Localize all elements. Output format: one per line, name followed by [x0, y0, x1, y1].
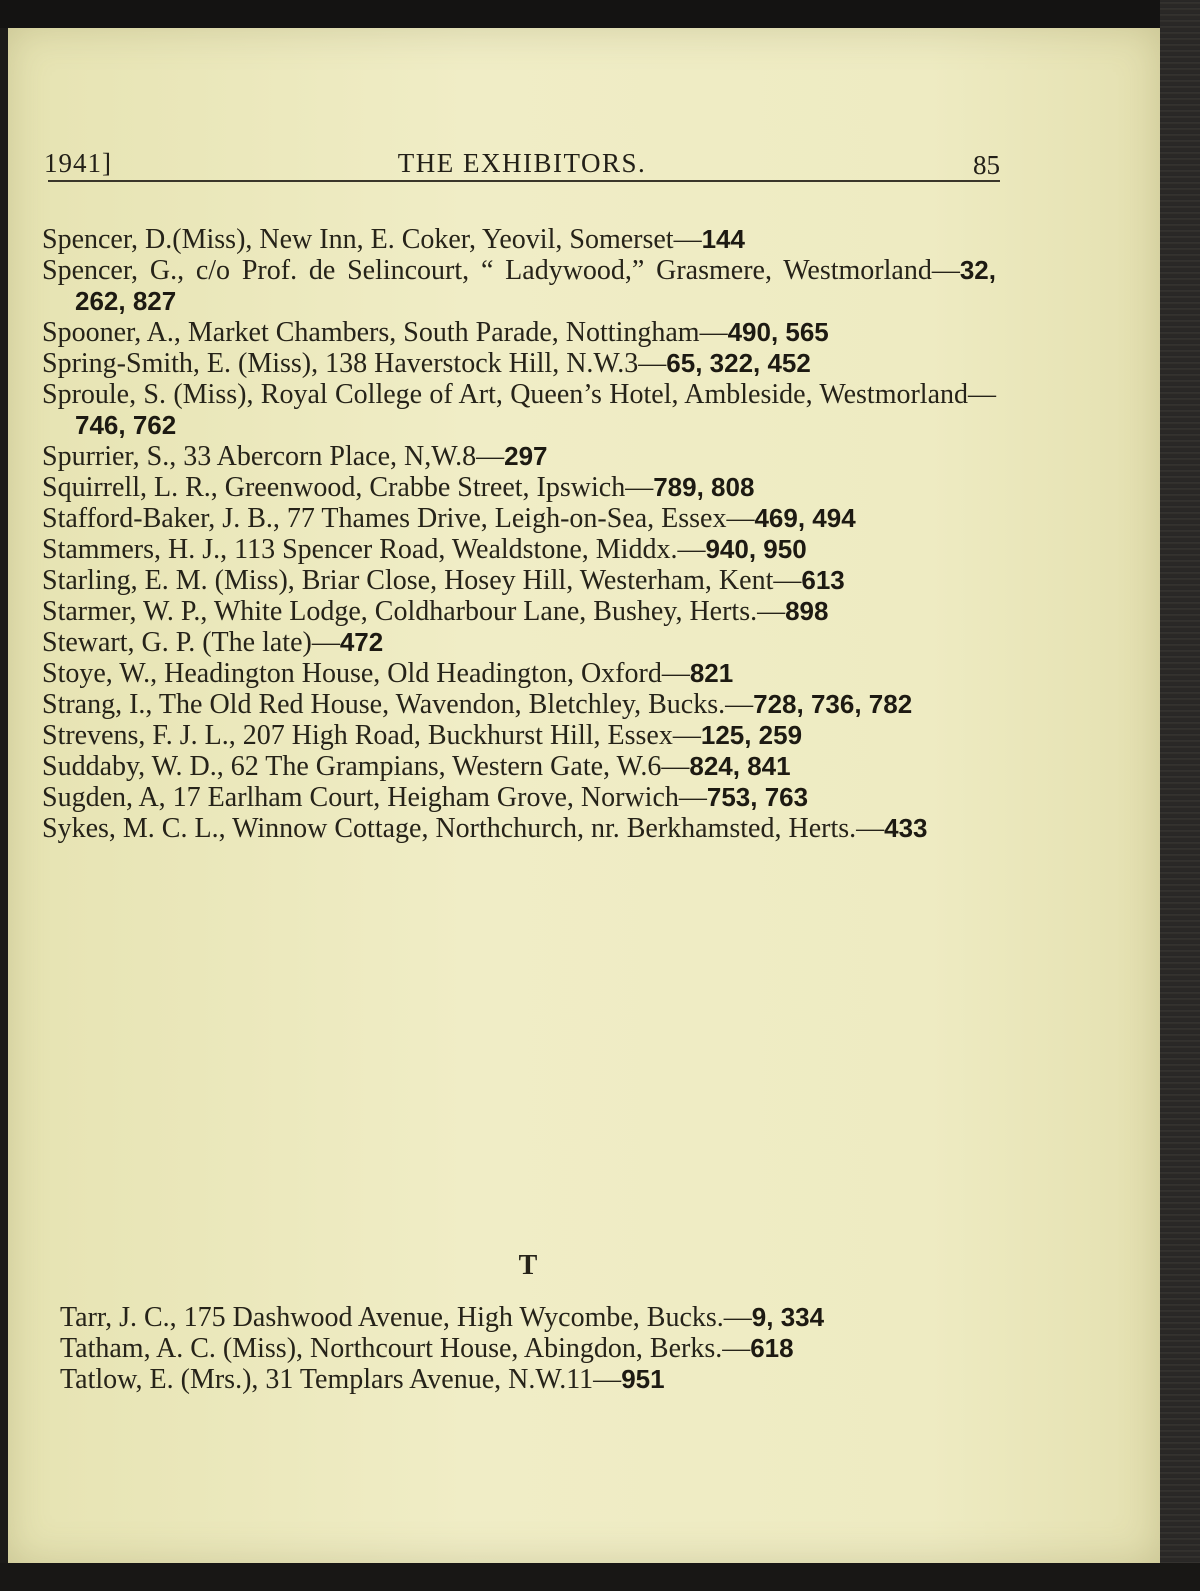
entry-address: Spring-Smith, E. (Miss), 138 Haverstock Hill, N.W.3— [42, 348, 667, 379]
list-item [60, 1364, 996, 1395]
entry-address: Tatlow, E. (Mrs.), 31 Templars Avenue, N.W.11— [60, 1364, 622, 1395]
list-item [42, 503, 996, 534]
entry-address: Suddaby, W. D., 62 The Grampians, Western Gate, W.6— [42, 751, 690, 782]
entry-address: Spencer, D.(Miss), New Inn, E. Coker, Yeovil, Somerset— [42, 224, 702, 255]
list-item [42, 379, 996, 441]
entry-refs: 144 [701, 224, 745, 254]
entry-refs: 472 [339, 627, 384, 657]
entry-refs: 490, 565 [727, 317, 829, 347]
entry-address: Sugden, A, 17 Earlham Court, Heigham Grove, Norwich— [42, 782, 707, 813]
entry-address: Spooner, A., Market Chambers, South Parade, Nottingham— [42, 317, 728, 348]
list-item [42, 441, 996, 472]
book-page [8, 28, 1160, 1563]
entry-refs: 433 [884, 813, 928, 843]
entry-address: Stewart, G. P. (The late)— [42, 627, 340, 658]
entry-address: Tarr, J. C., 175 Dashwood Avenue, High Wycombe, Bucks.— [60, 1302, 752, 1333]
entry-refs: 469, 494 [754, 503, 856, 533]
entry-address: Starling, E. M. (Miss), Briar Close, Hosey Hill, Westerham, Kent— [42, 565, 802, 596]
list-item [42, 348, 996, 379]
bottom-edge [0, 1563, 1200, 1591]
entry-refs: 9, 334 [751, 1302, 825, 1332]
entry-refs: 65, 322, 452 [666, 348, 811, 378]
list-item [42, 472, 996, 503]
list-item [60, 1333, 996, 1364]
entry-address: Stammers, H. J., 113 Spencer Road, Wealdstone, Middx.— [42, 534, 706, 565]
list-item [42, 813, 996, 844]
entry-refs: 613 [801, 565, 845, 595]
entry-address: Strang, I., The Old Red House, Wavendon, Bletchley, Bucks.— [42, 689, 754, 720]
entry-refs: 32, 262, 827 [75, 255, 996, 316]
section-heading-t: T [518, 1250, 538, 1281]
list-item [42, 689, 996, 720]
list-item [42, 596, 996, 627]
book-spine-edge [1160, 0, 1200, 1591]
header-year: 1941] [44, 148, 112, 178]
exhibitor-list-s [42, 224, 996, 844]
entry-address: Stoye, W., Headington House, Old Headington, Oxford— [42, 658, 690, 689]
entry-address: Squirrell, L. R., Greenwood, Crabbe Street, Ipswich— [42, 472, 654, 503]
entry-address: Spurrier, S., 33 Abercorn Place, N,W.8— [42, 441, 505, 472]
list-item [42, 658, 996, 689]
list-item [42, 317, 996, 348]
header-title: THE EXHIBITORS. [397, 148, 647, 178]
entry-refs: 940, 950 [705, 534, 807, 564]
list-item [42, 565, 996, 596]
entry-refs: 728, 736, 782 [753, 689, 913, 719]
list-item [42, 720, 996, 751]
list-item [42, 255, 996, 317]
list-item [42, 224, 996, 255]
entry-address: Starmer, W. P., White Lodge, Coldharbour Lane, Bushey, Herts.— [42, 596, 786, 627]
list-item [42, 751, 996, 782]
entry-refs: 821 [689, 658, 734, 688]
entry-refs: 618 [750, 1333, 794, 1363]
entry-refs: 297 [504, 441, 548, 471]
top-edge [0, 0, 1200, 28]
list-item [60, 1302, 996, 1333]
entry-address: Strevens, F. J. L., 207 High Road, Buckhurst Hill, Essex— [42, 720, 701, 751]
list-item [42, 534, 996, 565]
list-item [42, 782, 996, 813]
running-header [44, 128, 1000, 182]
entry-address: Tatham, A. C. (Miss), Northcourt House, Abingdon, Berks.— [60, 1333, 751, 1364]
entry-refs: 898 [785, 596, 829, 626]
list-item [42, 627, 996, 658]
entry-refs: 789, 808 [653, 472, 755, 502]
entry-address: Spencer, G., c/o Prof. de Selincourt, “ Ladywood,” Grasmere, Westmorland— [42, 255, 960, 286]
entry-refs: 125, 259 [700, 720, 803, 750]
entry-refs: 746, 762 [75, 410, 177, 440]
entry-refs: 753, 763 [706, 782, 809, 812]
entry-refs: 951 [621, 1364, 665, 1394]
header-rule [48, 180, 1000, 182]
exhibitor-list-t [60, 1302, 996, 1395]
entry-address: Stafford-Baker, J. B., 77 Thames Drive, Leigh-on-Sea, Essex— [42, 503, 755, 534]
page-number: 85 [973, 150, 1000, 180]
entry-address: Sykes, M. C. L., Winnow Cottage, Northchurch, nr. Berkhamsted, Herts.— [42, 813, 885, 844]
entry-address: Sproule, S. (Miss), Royal College of Art, Queen’s Hotel, Ambleside, Westmorland— [42, 379, 996, 410]
entry-refs: 824, 841 [689, 751, 791, 781]
